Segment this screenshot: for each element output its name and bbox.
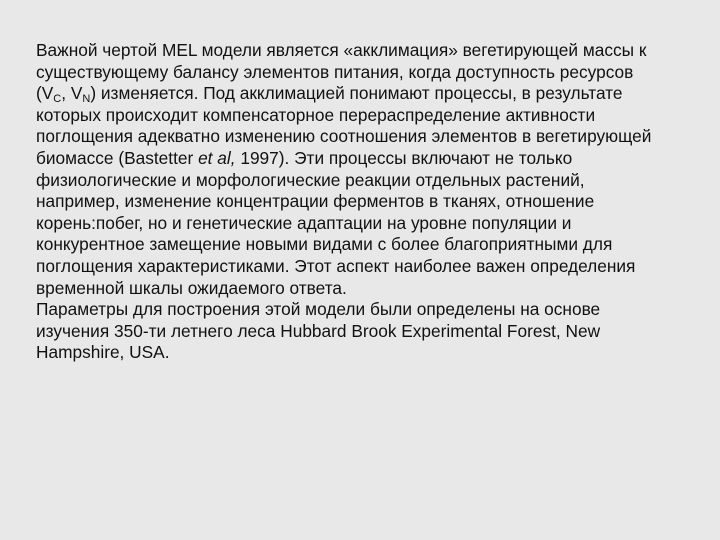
text-line: Hampshire, USA.	[36, 342, 170, 363]
paragraph-acclimation	[36, 40, 696, 299]
text-line: изучения 350-ти летнего леса Hubbard Brook Experimental Forest, New	[36, 320, 601, 341]
text-line: корень:побег, но и генетические адаптации на уровне популяции и	[36, 212, 572, 233]
text-line: поглощения адекватно изменению соотношения элементов в вегетирующей	[36, 126, 652, 147]
text-line: Параметры для построения этой модели были определены на основе	[36, 299, 601, 320]
text-fragment: , V	[61, 83, 83, 104]
text-line	[36, 83, 696, 105]
text-line: временной шкалы ожидаемого ответа.	[36, 277, 347, 298]
text-line: например, изменение концентрации ферментов в тканях, отношение	[36, 191, 595, 212]
text-fragment: (V	[36, 83, 54, 104]
subscript-n: N	[82, 93, 91, 106]
text-fragment: ) изменяется. Под акклимацией понимают процессы, в результате	[90, 83, 623, 104]
body-text	[36, 40, 696, 364]
text-line	[36, 148, 696, 170]
text-line: физиологические и морфологические реакции отдельных растений,	[36, 169, 585, 190]
text-line: поглощения характеристиками. Этот аспект наиболее важен определения	[36, 255, 636, 276]
text-line: Важной чертой MEL модели является «акклимация» вегетирующей массы к	[36, 40, 647, 60]
text-line: существующему балансу элементов питания, когда доступность ресурсов	[36, 61, 634, 82]
paragraph-parameters	[36, 299, 696, 364]
text-line: конкурентное замещение новыми видами с более благоприятными для	[36, 234, 613, 255]
text-fragment: 1997). Эти процессы включают не только	[235, 147, 573, 168]
subscript-c: C	[53, 93, 62, 106]
citation-italic: et al,	[198, 147, 236, 168]
text-fragment: биомассе (Bastetter	[36, 147, 199, 168]
text-line: которых происходит компенсаторное перераспределение активности	[36, 104, 596, 125]
